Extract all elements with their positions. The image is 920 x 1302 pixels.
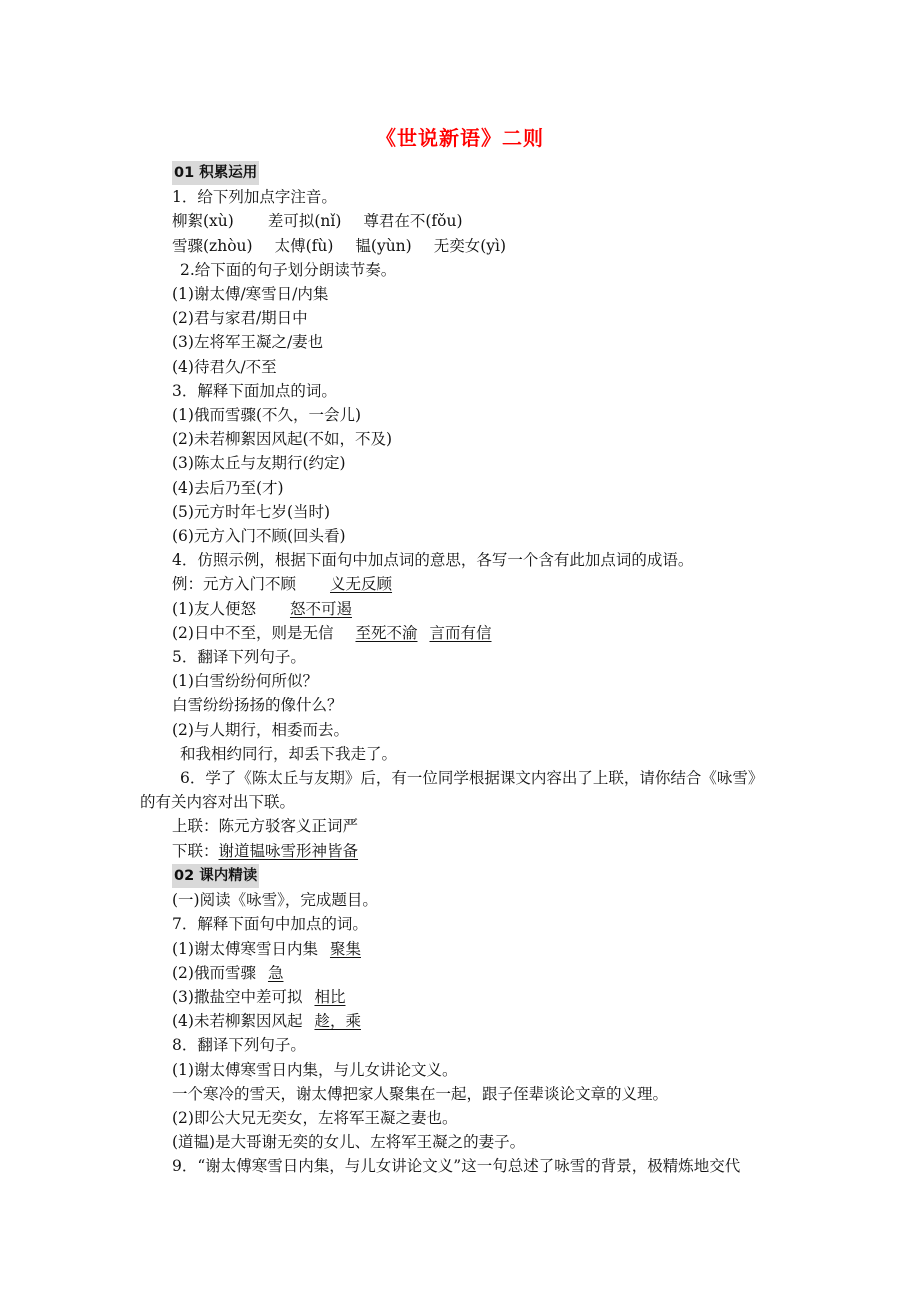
q3-item: (3)陈太丘与友期行(约定) <box>172 454 346 473</box>
q1-row2: 雪骤(zhòu) 太傅(fù) 韫(yùn) 无奕女(yì) <box>172 236 507 255</box>
answer-text: 趁，乘 <box>314 1012 361 1031</box>
q1-prompt: 1．给下列加点字注音。 <box>172 188 337 207</box>
q3-item: (4)去后乃至(才) <box>172 478 284 497</box>
answer-text: 义无反顾 <box>330 575 393 594</box>
q4-prompt: 4．仿照示例，根据下面句中加点词的意思，各写一个含有此加点词的成语。 <box>172 551 694 570</box>
q2-prompt: 2.给下面的句子划分朗读节奏。 <box>180 260 397 279</box>
q6-upper-couplet: 上联：陈元方驳客义正词严 <box>172 817 359 836</box>
q7-prompt: 7．解释下面句中加点的词。 <box>172 915 368 934</box>
section-heading-reading: 02 课内精读 <box>172 864 259 888</box>
document-title: 《世说新语》二则 <box>376 126 544 150</box>
answer-text: 至死不渝 <box>355 623 418 642</box>
q8-prompt: 8．翻译下列句子。 <box>172 1036 306 1055</box>
q2-item: (1)谢太傅/寒雪日/内集 <box>172 285 329 304</box>
q5-item2: (2)与人期行，相委而去。 <box>172 720 349 739</box>
q3-item: (5)元方时年七岁(当时) <box>172 502 331 521</box>
q4-item2: (2)日中不至，则是无信 至死不渝 言而有信 <box>172 623 492 642</box>
q5-item2-answer: 和我相约同行，却丢下我走了。 <box>180 744 398 763</box>
answer-text: 怒不可遏 <box>289 599 352 618</box>
section-heading-accumulation: 01 积累运用 <box>172 161 259 185</box>
q7-item: (2)俄而雪骤 急 <box>172 963 284 982</box>
q4-example: 例：元方入门不顾 义无反顾 <box>172 575 393 594</box>
answer-text: 急 <box>267 963 284 982</box>
answer-text: 相比 <box>314 987 346 1006</box>
q3-item: (2)未若柳絮因风起(不如，不及) <box>172 430 393 449</box>
q8-item2: (2)即公大兄无奕女，左将军王凝之妻也。 <box>172 1108 458 1127</box>
q8-item1-answer: 一个寒冷的雪天，谢太傅把家人聚集在一起，跟子侄辈谈论文章的义理。 <box>172 1084 669 1103</box>
q3-item: (6)元方入门不顾(回头看) <box>172 527 346 546</box>
q3-item: (1)俄而雪骤(不久，一会儿) <box>172 406 362 425</box>
answer-text: 聚集 <box>329 939 361 958</box>
q8-item2-answer: (道韫)是大哥谢无奕的女儿、左将军王凝之的妻子。 <box>172 1133 526 1152</box>
q2-item: (2)君与家君/期日中 <box>172 309 308 328</box>
q5-prompt: 5．翻译下列句子。 <box>172 648 306 667</box>
q9-prompt: 9．“谢太傅寒雪日内集，与儿女讲论文义”这一句总述了咏雪的背景，极精炼地交代 <box>172 1157 741 1176</box>
q4-item1: (1)友人便怒 怒不可遏 <box>172 599 352 618</box>
q8-item1: (1)谢太傅寒雪日内集，与儿女讲论文义。 <box>172 1060 458 1079</box>
q7-item: (4)未若柳絮因风起 趁，乘 <box>172 1012 361 1031</box>
q6-prompt-line1: 6．学了《陈太丘与友期》后，有一位同学根据课文内容出了上联，请你结合《咏雪》 <box>180 769 764 788</box>
q6-lower-couplet: 下联：谢道韫咏雪形神皆备 <box>172 841 359 860</box>
answer-text: 谢道韫咏雪形神皆备 <box>218 841 359 860</box>
q5-item1-answer: 白雪纷纷扬扬的像什么？ <box>172 696 343 715</box>
q7-item: (1)谢太傅寒雪日内集 聚集 <box>172 939 361 958</box>
q2-item: (3)左将军王凝之/妻也 <box>172 333 324 352</box>
q2-item: (4)待君久/不至 <box>172 357 277 376</box>
answer-text: 言而有信 <box>429 623 492 642</box>
q5-item1: (1)白雪纷纷何所似？ <box>172 672 318 691</box>
q1-row1: 柳絮(xù) 差可拟(nǐ) 尊君在不(fǒu) <box>172 212 463 231</box>
q7-item: (3)撒盐空中差可拟 相比 <box>172 987 346 1006</box>
reading-prompt: (一)阅读《咏雪》，完成题目。 <box>172 891 378 910</box>
document-content <box>140 160 800 1179</box>
q6-prompt-line2: 的有关内容对出下联。 <box>140 793 296 812</box>
q3-prompt: 3．解释下面加点的词。 <box>172 381 337 400</box>
